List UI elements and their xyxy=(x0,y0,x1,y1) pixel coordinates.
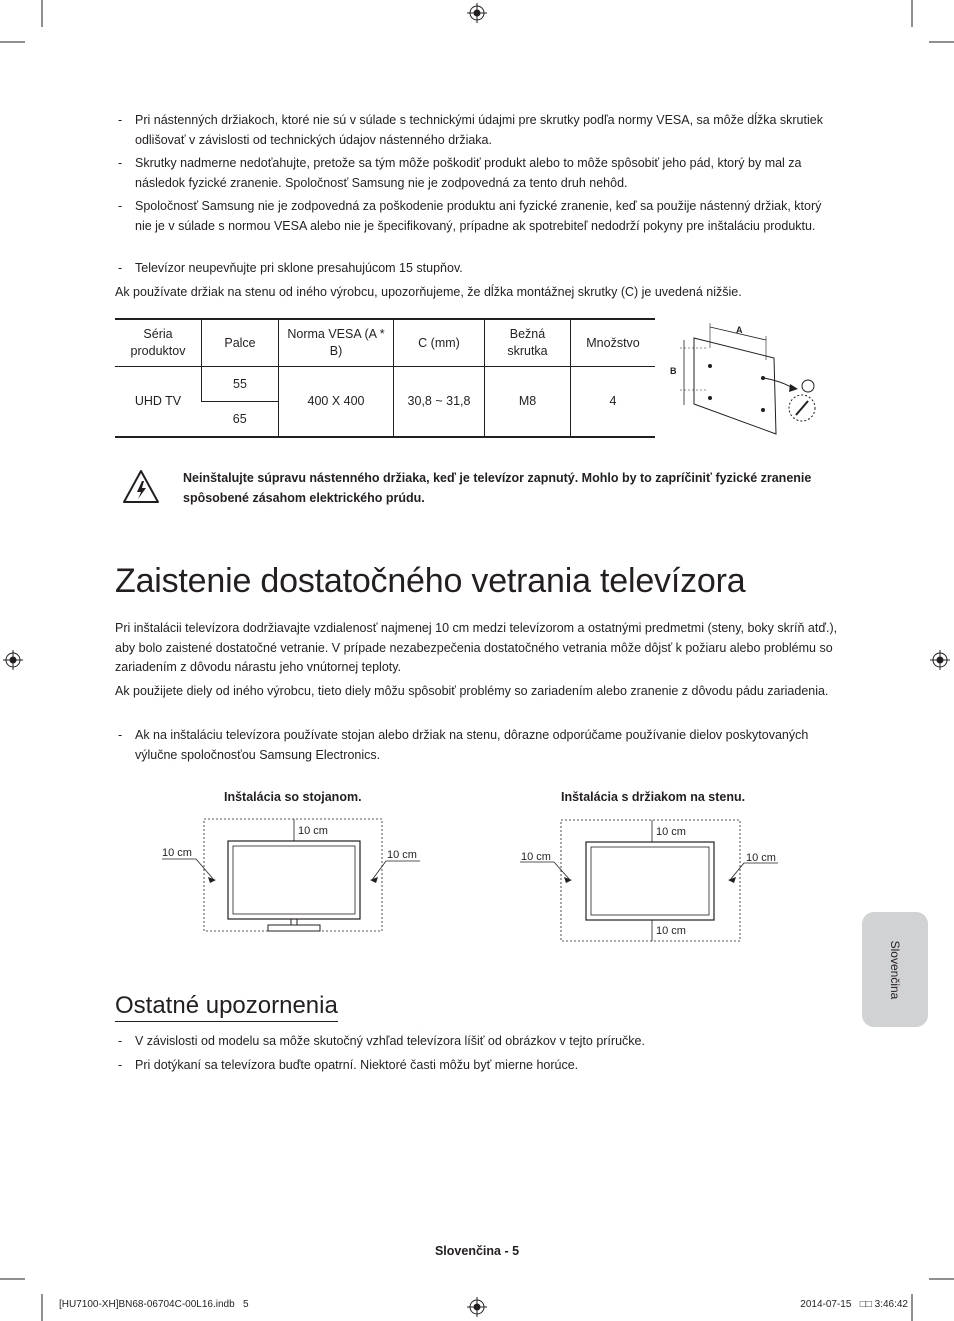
ventilation-paragraph: Pri inštalácii televízora dodržiavajte vzdialenosť najmenej 10 cm medzi televízorom a ostatnými predmetmi (steny, boky skríň atď.), aby bolo zaistené dostatočné vetranie. V prípade nezabezpečenia dostatočného vetrania môže dôjsť k požiaru alebo problému so zariadením z dôvodu nárastu jeho vnútornej teploty. xyxy=(115,621,838,674)
warning-text: Neinštalujte súpravu nástenného držiaka, keď je televízor zapnutý. Mohlo by to zapríčiniť fyzické zranenie spôsobené zásahom elektrického prúdu. xyxy=(183,471,812,505)
distance-right-label: 10 cm xyxy=(387,849,417,861)
bullet-text: Ak na inštaláciu televízora používate stojan alebo držiak na stenu, dôrazne odporúčame používanie dielov poskytovaných výlučne spoločnosťou Samsung Electronics. xyxy=(135,728,809,762)
registration-mark-bottom xyxy=(467,1297,487,1317)
wall-mount-diagram xyxy=(664,318,829,438)
bullet-text: Televízor neupevňujte pri sklone presahujúcom 15 stupňov. xyxy=(135,261,463,275)
list-item: - V závislosti od modelu sa môže skutočný vzhľad televízora líšiť od obrázkov v tejto príručke. xyxy=(115,1032,840,1052)
list-item: - Pri nástenných držiakoch, ktoré nie sú v súlade s technickými údajmi pre skrutky podľa normy VESA, sa môže dĺžka skrutiek odlišovať v závislosti od technických údajov nástenného držiaka. xyxy=(115,111,840,150)
cell-series: UHD TV xyxy=(115,367,202,438)
list-item: - Televízor neupevňujte pri sklone presahujúcom 15 stupňov. xyxy=(115,259,840,279)
registration-mark-top xyxy=(467,3,487,23)
cell-size: 55 xyxy=(202,367,279,402)
distance-bottom-label: 10 cm xyxy=(656,925,686,937)
list-item: - Ak na inštaláciu televízora používate stojan alebo držiak na stenu, dôrazne odporúčame používanie dielov poskytovaných výlučne spoločnosťou Samsung Electronics. xyxy=(115,726,840,765)
language-side-tab xyxy=(862,912,928,1027)
file-slug: [HU7100-XH]BN68-06704C-00L16.indb 5 xyxy=(59,1299,249,1310)
wall-install-figure xyxy=(518,814,783,944)
bullet-text: Pri nástenných držiakoch, ktoré nie sú v súlade s technickými údajmi pre skrutky podľa normy VESA, sa môže dĺžka skrutiek odlišovať v závislosti od technických údajov nástenného držiaka. xyxy=(135,113,823,147)
table-row xyxy=(115,367,655,402)
list-item: - Pri dotýkaní sa televízora buďte opatrní. Niektoré časti môžu byť mierne horúce. xyxy=(115,1056,840,1076)
table-header-row xyxy=(115,319,655,367)
bullet-text: Pri dotýkaní sa televízora buďte opatrní. Niektoré časti môžu byť mierne horúce. xyxy=(135,1058,579,1072)
cell-size: 65 xyxy=(202,402,279,438)
cell-quantity: 4 xyxy=(571,367,656,438)
distance-top-label: 10 cm xyxy=(656,826,686,838)
language-tab-label: Slovenčina xyxy=(888,940,902,999)
screw-spec-table xyxy=(115,318,655,438)
stand-install-figure xyxy=(158,814,428,936)
distance-right-label: 10 cm xyxy=(746,852,776,864)
distance-left-label: 10 cm xyxy=(162,847,192,859)
distance-top-label: 10 cm xyxy=(298,825,328,837)
page-number: Slovenčina - 5 xyxy=(434,1244,520,1258)
registration-mark-left xyxy=(3,650,23,670)
bullet-text: Spoločnosť Samsung nie je zodpovedná za poškodenie produktu ani fyzické zranenie, keď sa použije nástenný držiak, ktorý nie je v súlade s normou VESA alebo nie je špecifikovaný, prípadne ak spotrebiteľ nedodrží pokyny pre inštaláciu produktu. xyxy=(135,199,822,233)
section-title-ventilation: Zaistenie dostatočného vetrania televízora xyxy=(115,562,746,600)
header-cell: Séria produktov xyxy=(115,319,202,367)
header-cell: Množstvo xyxy=(571,319,656,367)
cell-c-mm: 30,8 ~ 31,8 xyxy=(394,367,485,438)
label-b: B xyxy=(670,366,677,376)
list-item: - Spoločnosť Samsung nie je zodpovedná za poškodenie produktu ani fyzické zranenie, keď sa použije nástenný držiak, ktorý nie je v súlade s normou VESA alebo nie je špecifikovaný, prípadne ak spotrebiteľ nedodrží pokyny pre inštaláciu produktu. xyxy=(115,197,840,236)
label-a: A xyxy=(736,325,743,335)
list-item: - Skrutky nadmerne nedoťahujte, pretože sa tým môže poškodiť produkt alebo to môže spôsobiť jeho pád, ktorý by mal za následok fyzické zranenie. Spoločnosť Samsung nie je zodpovedná za tento druh nehôd. xyxy=(115,154,840,193)
warning-icon xyxy=(122,469,160,505)
date-slug: 2014-07-15 □□ 3:46:42 xyxy=(800,1299,908,1310)
distance-left-label: 10 cm xyxy=(521,851,551,863)
header-cell: Norma VESA (A * B) xyxy=(279,319,394,367)
bullet-text: Skrutky nadmerne nedoťahujte, pretože sa tým môže poškodiť produkt alebo to môže spôsobiť jeho pád, ktorý by mal za následok fyzické zranenie. Spoločnosť Samsung nie je zodpovedná za tento druh nehôd. xyxy=(135,156,802,190)
stand-install-caption: Inštalácia so stojanom. xyxy=(224,790,362,804)
header-cell: Palce xyxy=(202,319,279,367)
header-cell: C (mm) xyxy=(394,319,485,367)
registration-mark-right xyxy=(930,650,950,670)
header-cell: Bežná skrutka xyxy=(485,319,571,367)
cell-screw: M8 xyxy=(485,367,571,438)
table-intro-text: Ak používate držiak na stenu od iného výrobcu, upozorňujeme, že dĺžka montážnej skrutky (C) je uvedená nižšie. xyxy=(115,285,742,299)
section-title-other-warnings: Ostatné upozornenia xyxy=(115,992,338,1022)
parts-paragraph: Ak použijete diely od iného výrobcu, tieto diely môžu spôsobiť problémy so zariadením alebo zranenie z dôvodu pádu zariadenia. xyxy=(115,684,829,698)
bullet-text: V závislosti od modelu sa môže skutočný vzhľad televízora líšiť od obrázkov v tejto príručke. xyxy=(135,1034,645,1048)
wall-install-caption: Inštalácia s držiakom na stenu. xyxy=(561,790,746,804)
cell-vesa: 400 X 400 xyxy=(279,367,394,438)
